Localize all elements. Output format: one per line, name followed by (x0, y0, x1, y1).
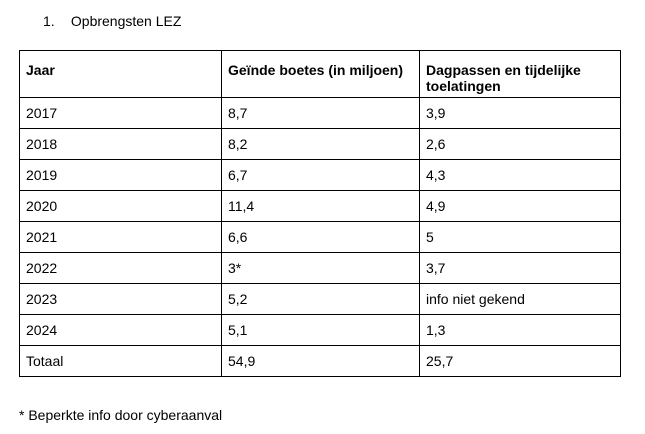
table-row (20, 315, 621, 346)
table-row (20, 191, 621, 222)
table-row (20, 160, 621, 191)
cell-day-passes: 3,7 (420, 253, 621, 284)
cell-total-day-passes: 25,7 (420, 346, 621, 377)
cell-total-label: Totaal (20, 346, 222, 377)
heading-title: Opbrengsten LEZ (70, 13, 182, 29)
cell-year: 2021 (20, 222, 222, 253)
cell-total-fines: 54,9 (222, 346, 420, 377)
cell-year: 2018 (20, 129, 222, 160)
heading-number: 1. (43, 13, 55, 29)
table-total-row (20, 346, 621, 377)
table-row (20, 129, 621, 160)
cell-year: 2017 (20, 98, 222, 129)
cell-day-passes: info niet gekend (420, 284, 621, 315)
cell-year: 2023 (20, 284, 222, 315)
table-row (20, 98, 621, 129)
footnote: * Beperkte info door cyberaanval (19, 407, 223, 423)
header-day-passes: Dagpassen en tijdelijke toelatingen (420, 51, 621, 98)
table-row (20, 284, 621, 315)
cell-fines: 5,2 (222, 284, 420, 315)
cell-fines: 6,6 (222, 222, 420, 253)
cell-day-passes: 4,3 (420, 160, 621, 191)
cell-fines: 11,4 (222, 191, 420, 222)
cell-year: 2020 (20, 191, 222, 222)
table-row (20, 222, 621, 253)
cell-day-passes: 2,6 (420, 129, 621, 160)
header-year: Jaar (20, 51, 222, 98)
revenue-table (19, 50, 621, 377)
cell-fines: 3* (222, 253, 420, 284)
cell-year: 2019 (20, 160, 222, 191)
cell-year: 2022 (20, 253, 222, 284)
cell-fines: 8,2 (222, 129, 420, 160)
cell-year: 2024 (20, 315, 222, 346)
cell-day-passes: 3,9 (420, 98, 621, 129)
table-header-row (20, 51, 621, 98)
cell-day-passes: 1,3 (420, 315, 621, 346)
cell-fines: 6,7 (222, 160, 420, 191)
cell-day-passes: 5 (420, 222, 621, 253)
table-row (20, 253, 621, 284)
cell-fines: 5,1 (222, 315, 420, 346)
section-heading (43, 12, 181, 30)
header-fines: Geïnde boetes (in miljoen) (222, 51, 420, 98)
cell-fines: 8,7 (222, 98, 420, 129)
cell-day-passes: 4,9 (420, 191, 621, 222)
